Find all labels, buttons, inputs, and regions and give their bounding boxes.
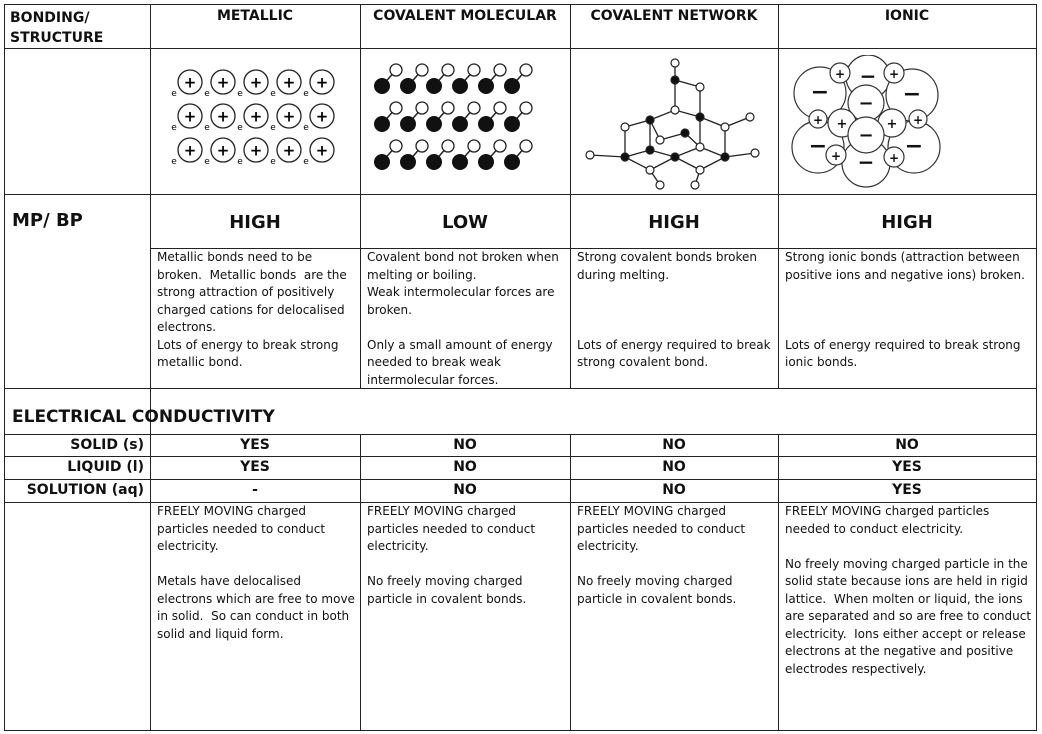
atom-large: [452, 116, 468, 132]
cation-sign: +: [888, 151, 900, 165]
atom-small: [442, 102, 454, 114]
atom-small: [390, 102, 402, 114]
mp-bp-label: MP/ BP: [12, 210, 83, 231]
atom-small: [442, 140, 454, 152]
mp-bp-covalent-network: HIGH: [648, 212, 700, 233]
electron-label: e: [171, 123, 177, 133]
solution-ionic: YES: [892, 482, 922, 498]
conductivity-title: ELECTRICAL CONDUCTIVITY: [12, 407, 275, 427]
liquid-covalent-network: NO: [662, 459, 686, 475]
mp-bp-metallic: HIGH: [229, 212, 281, 233]
mp-bp-explanation-covalent-network: Strong covalent bonds broken during melting. Lots of energy required to break strong covalent bond.: [577, 250, 771, 369]
atom-large: [426, 78, 442, 94]
anion-sign: −: [857, 150, 875, 174]
cation-sign: +: [912, 113, 924, 127]
atom-large: [452, 154, 468, 170]
cation-sign: +: [183, 73, 197, 92]
atom-small: [390, 140, 402, 152]
conductivity-explanation-covalent-molecular: FREELY MOVING charged particles needed to conduct electricity. No freely moving charged particle in covalent bonds.: [367, 504, 536, 606]
ionic-lattice-diagram: [788, 55, 948, 190]
anion-sign: −: [904, 134, 924, 159]
cation-sign: +: [282, 141, 296, 160]
atom-small: [494, 140, 506, 152]
header-ionic: IONIC: [884, 8, 930, 24]
anion-sign: −: [858, 125, 874, 146]
atom-large: [452, 78, 468, 94]
liquid-covalent-molecular: NO: [453, 459, 477, 475]
conductivity-explanation-covalent-network: FREELY MOVING charged particles needed to conduct electricity. No freely moving charged particle in covalent bonds.: [577, 504, 746, 606]
solid-covalent-network: NO: [662, 437, 686, 453]
cation-sign: +: [183, 107, 197, 126]
atom-small: [520, 140, 532, 152]
electron-label: e: [270, 123, 276, 133]
electron-label: e: [237, 157, 243, 167]
mp-bp-explanation-covalent-molecular: Covalent bond not broken when melting or boiling. Weak intermolecular forces are broken. Only a small amount of energy needed to break weak intermolecular forces.: [367, 250, 559, 387]
cation-sign: +: [249, 141, 263, 160]
atom-large: [504, 116, 520, 132]
atom-small: [468, 102, 480, 114]
mp-bp-covalent-molecular: LOW: [442, 212, 488, 233]
atom-small: [494, 64, 506, 76]
atom-small: [390, 64, 402, 76]
anion-sign: −: [859, 64, 877, 88]
electron-label: e: [171, 89, 177, 99]
electron-label: e: [270, 89, 276, 99]
anion-sign: −: [858, 93, 874, 114]
header-covalent-network: COVALENT NETWORK: [590, 8, 758, 24]
metallic-lattice-diagram: [160, 62, 350, 172]
cation-sign: +: [216, 141, 230, 160]
atom-large: [478, 116, 494, 132]
atom-small: [416, 102, 428, 114]
row-label-solid: SOLID (s): [70, 437, 144, 453]
atom-large: [504, 78, 520, 94]
anion-sign: −: [902, 82, 922, 107]
solid-ionic: NO: [895, 437, 919, 453]
atom-large: [400, 154, 416, 170]
atom-small: [520, 102, 532, 114]
cation-sign: +: [886, 117, 898, 132]
atom-small: [442, 64, 454, 76]
cation-sign: +: [315, 107, 329, 126]
cation-sign: +: [812, 113, 824, 127]
electron-label: e: [303, 123, 309, 133]
atom-large: [374, 116, 390, 132]
atom-small: [468, 64, 480, 76]
electron-label: e: [237, 89, 243, 99]
covalent-network-diagram: [580, 55, 770, 190]
atom-large: [400, 116, 416, 132]
atom-large: [478, 78, 494, 94]
solid-metallic: YES: [240, 437, 270, 453]
cation-sign: +: [315, 73, 329, 92]
conductivity-explanation-metallic: FREELY MOVING charged particles needed to conduct electricity. Metals have delocalised electrons which are free to move in solid. So can conduct in both solid and liquid form.: [157, 504, 355, 641]
atom-small: [468, 140, 480, 152]
atom-large: [426, 116, 442, 132]
atom-large: [478, 154, 494, 170]
electron-label: e: [270, 157, 276, 167]
anion-sign: −: [808, 134, 828, 159]
electron-label: e: [171, 157, 177, 167]
mp-bp-explanation-ionic: Strong ionic bonds (attraction between positive ions and negative ions) broken. Lots of energy required to break strong ionic bonds.: [785, 250, 1025, 369]
conductivity-explanation-ionic: FREELY MOVING charged particles needed to conduct electricity. No freely moving charged particle in the solid state because ions are held in rigid lattice. When molten or liquid, the ions are separated and so are free to conduct electricity. Ions either accept or release electrons at the negative and positive electrodes respectively.: [785, 504, 1032, 676]
cation-sign: +: [282, 73, 296, 92]
atom-small: [416, 64, 428, 76]
atom-small: [520, 64, 532, 76]
mp-bp-ionic: HIGH: [881, 212, 933, 233]
cation-sign: +: [249, 107, 263, 126]
solution-covalent-network: NO: [662, 482, 686, 498]
electron-label: e: [204, 123, 210, 133]
header-covalent-molecular: COVALENT MOLECULAR: [373, 8, 557, 24]
solution-metallic: -: [252, 482, 258, 498]
cation-sign: +: [282, 107, 296, 126]
atom-small: [416, 140, 428, 152]
liquid-metallic: YES: [240, 459, 270, 475]
atom-large: [504, 154, 520, 170]
electron-label: e: [204, 89, 210, 99]
row-label-liquid: LIQUID (l): [67, 459, 144, 475]
cation-sign: +: [183, 141, 197, 160]
solid-covalent-molecular: NO: [453, 437, 477, 453]
cation-sign: +: [830, 149, 842, 163]
cation-sign: +: [836, 117, 848, 132]
cation-sign: +: [216, 73, 230, 92]
cation-sign: +: [315, 141, 329, 160]
row-label-solution: SOLUTION (aq): [26, 482, 144, 498]
covalent-molecular-diagram: [370, 58, 560, 178]
atom-large: [374, 78, 390, 94]
solution-covalent-molecular: NO: [453, 482, 477, 498]
electron-label: e: [303, 157, 309, 167]
liquid-ionic: YES: [892, 459, 922, 475]
electron-label: e: [303, 89, 309, 99]
electron-label: e: [204, 157, 210, 167]
header-bonding-structure: BONDING/ STRUCTURE: [10, 10, 104, 46]
atom-large: [400, 78, 416, 94]
cation-sign: +: [834, 67, 846, 81]
atom-small: [494, 102, 506, 114]
anion-sign: −: [810, 80, 830, 105]
header-metallic: METALLIC: [216, 8, 294, 24]
electron-label: e: [237, 123, 243, 133]
mp-bp-explanation-metallic: Metallic bonds need to be broken. Metallic bonds are the strong attraction of positively charged cations for delocalised electrons. Lots of energy to break strong metallic bond.: [157, 250, 347, 369]
cation-sign: +: [216, 107, 230, 126]
atom-large: [426, 154, 442, 170]
cation-sign: +: [888, 67, 900, 81]
atom-large: [374, 154, 390, 170]
cation-sign: +: [249, 73, 263, 92]
